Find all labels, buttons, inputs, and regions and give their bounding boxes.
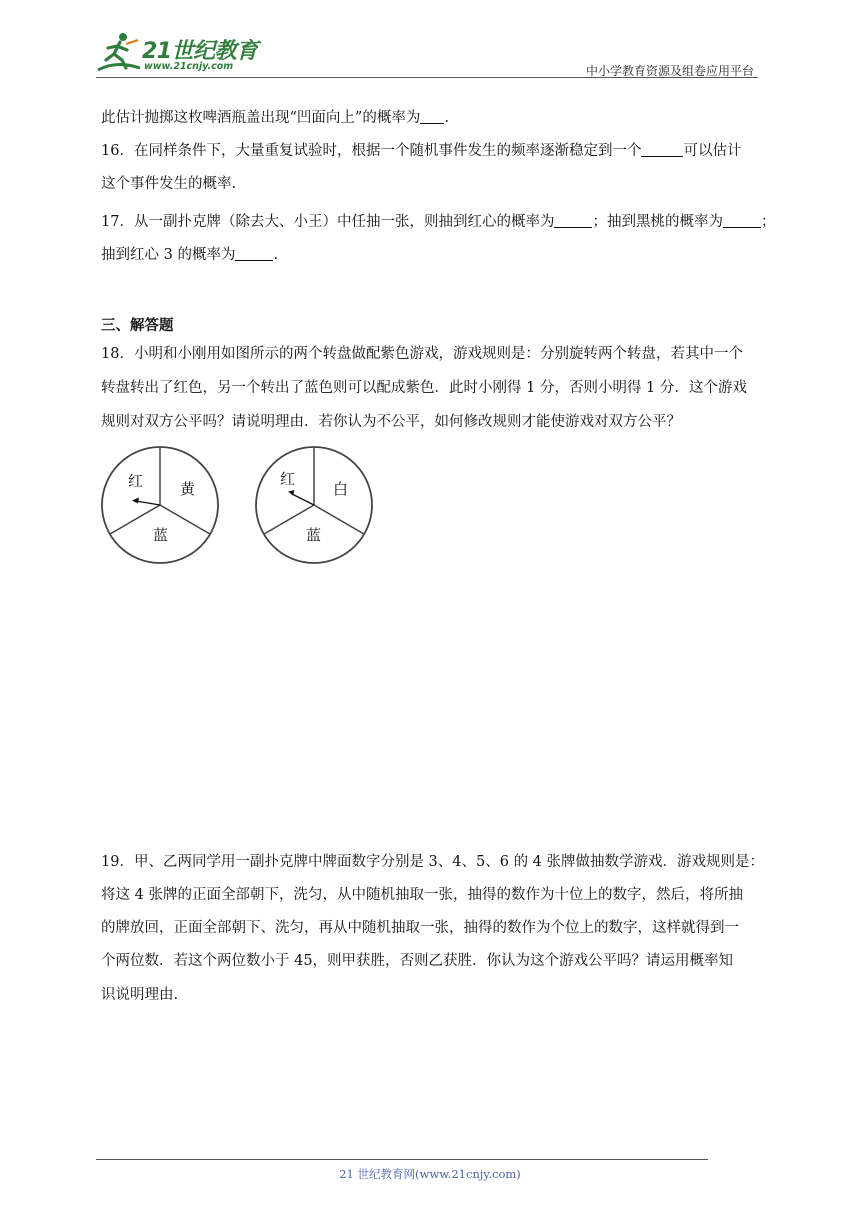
footer-text: 21 世纪教育网(www.21cnjy.com) bbox=[339, 1167, 521, 1181]
q17-text-a: 17．从一副扑克牌（除去大、小王）中任抽一张，则抽到红心的概率为 bbox=[101, 214, 555, 230]
q19-line-1: 19．甲、乙两同学用一副扑克牌中牌面数字分别是 3、4、5、6 的 4 张牌做抽数学游戏．游戏规则是： bbox=[101, 854, 765, 870]
site-logo bbox=[96, 30, 266, 78]
q17-text-e: . bbox=[273, 247, 279, 263]
answer-blank bbox=[554, 213, 592, 228]
q17-line-1 bbox=[101, 210, 775, 231]
q15-text bbox=[101, 106, 449, 127]
answer-blank bbox=[641, 142, 683, 157]
q17-line-2 bbox=[101, 243, 278, 264]
site-tagline: 中小学教育资源及组卷应用平台 bbox=[585, 64, 754, 78]
q19-line-3: 的牌放回，正面全部朝下、洗匀，再从中随机抽取一张，抽得的数作为个位上的数字，这样就得到一 bbox=[101, 920, 739, 936]
q18-line-3: 规则对双方公平吗？请说明理由．若你认为不公平，如何修改规则才能使游戏对双方公平？ bbox=[101, 414, 681, 430]
spinner-pointer bbox=[292, 494, 314, 505]
sector-label-yellow: 黄 bbox=[180, 480, 196, 498]
spinner-left bbox=[98, 443, 222, 567]
footer-divider bbox=[96, 1159, 708, 1160]
answer-blank bbox=[235, 246, 273, 261]
q17-text-b: ；抽到黑桃的概率为 bbox=[592, 214, 723, 230]
sector-label-red: 红 bbox=[280, 470, 296, 488]
header-divider bbox=[96, 77, 758, 78]
q16-line-1 bbox=[101, 139, 741, 160]
spinner-pointer bbox=[136, 501, 160, 505]
sector-label-blue: 蓝 bbox=[306, 526, 322, 544]
runner-logo-icon bbox=[96, 30, 142, 74]
q16-line-2: 这个事件发生的概率. bbox=[101, 176, 237, 192]
q17-text-c: ； bbox=[760, 214, 776, 230]
q19-line-2: 将这 4 张牌的正面全部朝下，洗匀，从中随机抽取一张，抽得的数作为十位上的数字，然后，将所抽 bbox=[101, 887, 743, 903]
logo-text: 21世纪教育 bbox=[142, 39, 258, 64]
page-header bbox=[96, 30, 758, 78]
q18-line-2: 转盘转出了红色，另一个转出了蓝色则可以配成紫色．此时小刚得 1 分，否则小明得 1 分．这个游戏 bbox=[101, 380, 747, 396]
q19-line-4: 个两位数．若这个两位数小于 45，则甲获胜，否则乙获胜．你认为这个游戏公平吗？请运用概率知 bbox=[101, 953, 734, 969]
q19-line-5: 识说明理由. bbox=[101, 987, 179, 1003]
q18-line-1: 18．小明和小刚用如图所示的两个转盘做配紫色游戏，游戏规则是：分别旋转两个转盘，若其中一个 bbox=[101, 346, 743, 362]
answer-blank bbox=[723, 213, 761, 228]
sector-label-red: 红 bbox=[128, 472, 144, 490]
answer-blank bbox=[420, 109, 444, 124]
q15-tail: 此估计抛掷这枚啤酒瓶盖出现“凹面向上”的概率为 bbox=[101, 110, 421, 126]
section-title: 三、解答题 bbox=[101, 318, 174, 334]
q15-end: . bbox=[444, 110, 449, 126]
logo-url: www.21cnjy.com bbox=[144, 61, 234, 72]
q17-text-d: 抽到红心 3 的概率为 bbox=[101, 247, 236, 263]
q16-text-b: 可以估计 bbox=[683, 143, 742, 159]
sector-label-white: 白 bbox=[333, 480, 349, 498]
sector-label-blue: 蓝 bbox=[153, 526, 169, 544]
spinner-right bbox=[252, 443, 376, 567]
q16-text-a: 16．在同样条件下，大量重复试验时，根据一个随机事件发生的频率逐渐稳定到一个 bbox=[101, 143, 642, 159]
arrow-icon bbox=[132, 498, 139, 504]
